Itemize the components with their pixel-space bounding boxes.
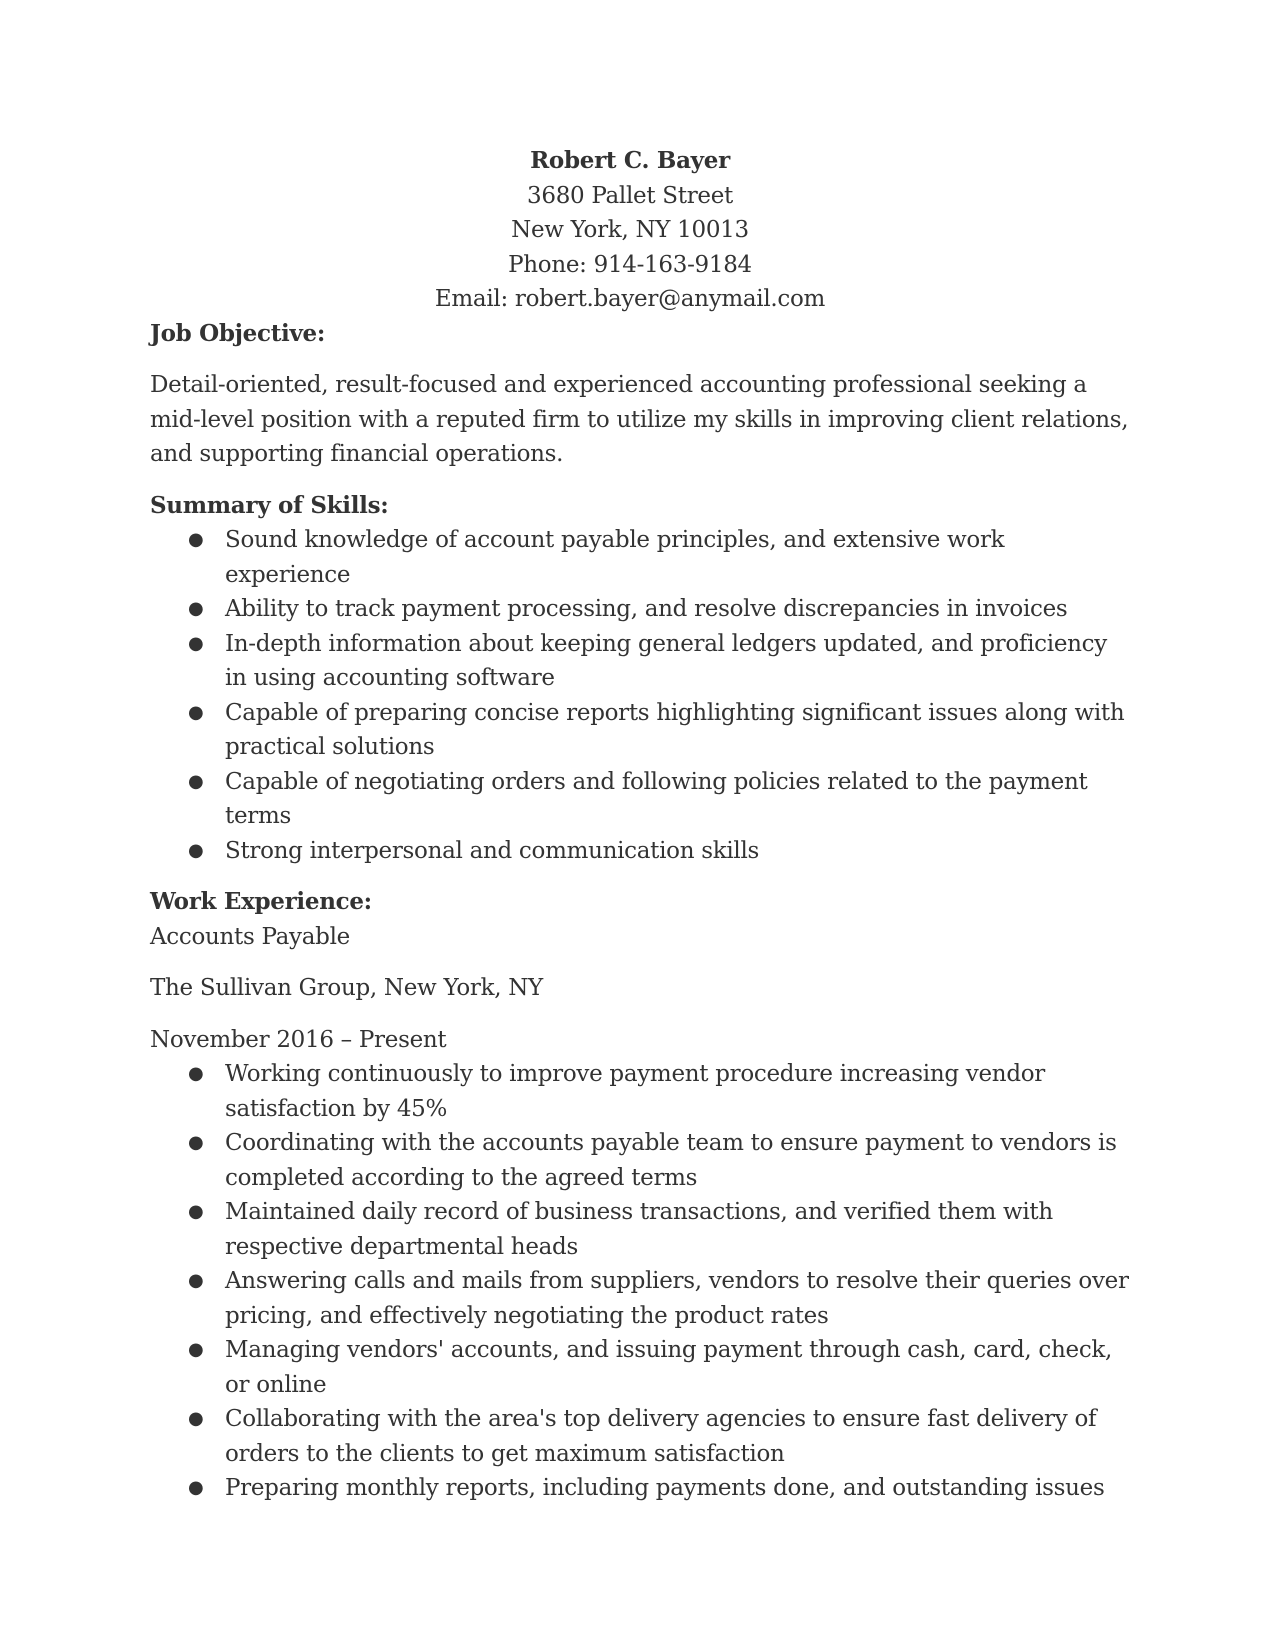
skill-text: Capable of negotiating orders and following policies related to the payment terms xyxy=(225,768,1088,829)
bullet-icon: ● xyxy=(188,1270,204,1291)
list-item xyxy=(150,1471,1130,1506)
list-item xyxy=(150,1264,1130,1333)
bullet-icon: ● xyxy=(188,529,204,550)
phone-line: Phone: 914-163-9184 xyxy=(508,251,752,278)
bullet-icon: ● xyxy=(188,1063,204,1084)
bullet-icon: ● xyxy=(188,1339,204,1360)
list-item xyxy=(150,592,1130,627)
company-line: The Sullivan Group, New York, NY xyxy=(150,975,543,1001)
skill-text: In-depth information about keeping general ledgers updated, and proficiency in using accounting software xyxy=(225,630,1107,691)
address-line-1: 3680 Pallet Street xyxy=(527,182,733,209)
list-item xyxy=(150,1057,1130,1126)
bullet-icon: ● xyxy=(188,632,204,654)
list-item xyxy=(150,1402,1130,1471)
duty-text: Managing vendors' accounts, and issuing payment through cash, card, check, or online xyxy=(225,1337,1113,1398)
work-duties-list xyxy=(150,1057,1130,1506)
list-item xyxy=(150,834,1130,869)
resume-header xyxy=(140,144,1120,317)
job-objective-text: Detail-oriented, result-focused and experienced accounting professional seeking a mid-level position with a reputed firm to utilize my skills in improving client relations, and supporting financial operations. xyxy=(150,372,1129,467)
duty-text: Working continuously to improve payment procedure increasing vendor satisfaction by 45% xyxy=(225,1061,1045,1122)
bullet-icon: ● xyxy=(188,839,204,861)
work-experience-heading: Work Experience: xyxy=(150,888,372,915)
list-item xyxy=(150,765,1130,834)
bullet-icon: ● xyxy=(188,1132,204,1153)
list-item xyxy=(150,523,1130,592)
bullet-icon: ● xyxy=(188,701,204,723)
bullet-icon: ● xyxy=(188,1477,204,1498)
skills-list xyxy=(150,523,1130,868)
job-title: Accounts Payable xyxy=(150,923,350,950)
resume-page xyxy=(150,144,1130,1506)
bullet-icon: ● xyxy=(188,1201,204,1222)
bullet-icon: ● xyxy=(188,770,204,792)
list-item xyxy=(150,627,1130,696)
address-line-2: New York, NY 10013 xyxy=(511,217,749,243)
job-objective-heading: Job Objective: xyxy=(150,319,326,347)
skill-text: Sound knowledge of account payable principles, and extensive work experience xyxy=(225,527,1005,588)
list-item xyxy=(150,1333,1130,1402)
skill-text: Capable of preparing concise reports highlighting significant issues along with practical solutions xyxy=(225,699,1125,760)
bullet-icon: ● xyxy=(188,598,204,619)
email-line: Email: robert.bayer@anymail.com xyxy=(434,286,826,312)
duty-text: Preparing monthly reports, including payments done, and outstanding issues xyxy=(225,1475,1105,1501)
skills-heading: Summary of Skills: xyxy=(150,491,389,519)
skill-text: Ability to track payment processing, and resolve discrepancies in invoices xyxy=(225,596,1068,622)
list-item xyxy=(150,696,1130,765)
duty-text: Maintained daily record of business transactions, and verified them with respective departmental heads xyxy=(225,1199,1053,1260)
duty-text: Collaborating with the area's top delivery agencies to ensure fast delivery of orders to the clients to get maximum satisfaction xyxy=(225,1406,1097,1467)
duty-text: Answering calls and mails from suppliers, vendors to resolve their queries over pricing, and effectively negotiating the product rates xyxy=(225,1268,1129,1329)
duty-text: Coordinating with the accounts payable team to ensure payment to vendors is completed according to the agreed terms xyxy=(225,1130,1117,1191)
applicant-name: Robert C. Bayer xyxy=(530,147,730,174)
bullet-icon: ● xyxy=(188,1408,204,1429)
skill-text: Strong interpersonal and communication skills xyxy=(225,837,760,864)
list-item xyxy=(150,1126,1130,1195)
employment-dates: November 2016 – Present xyxy=(150,1026,447,1053)
list-item xyxy=(150,1195,1130,1264)
